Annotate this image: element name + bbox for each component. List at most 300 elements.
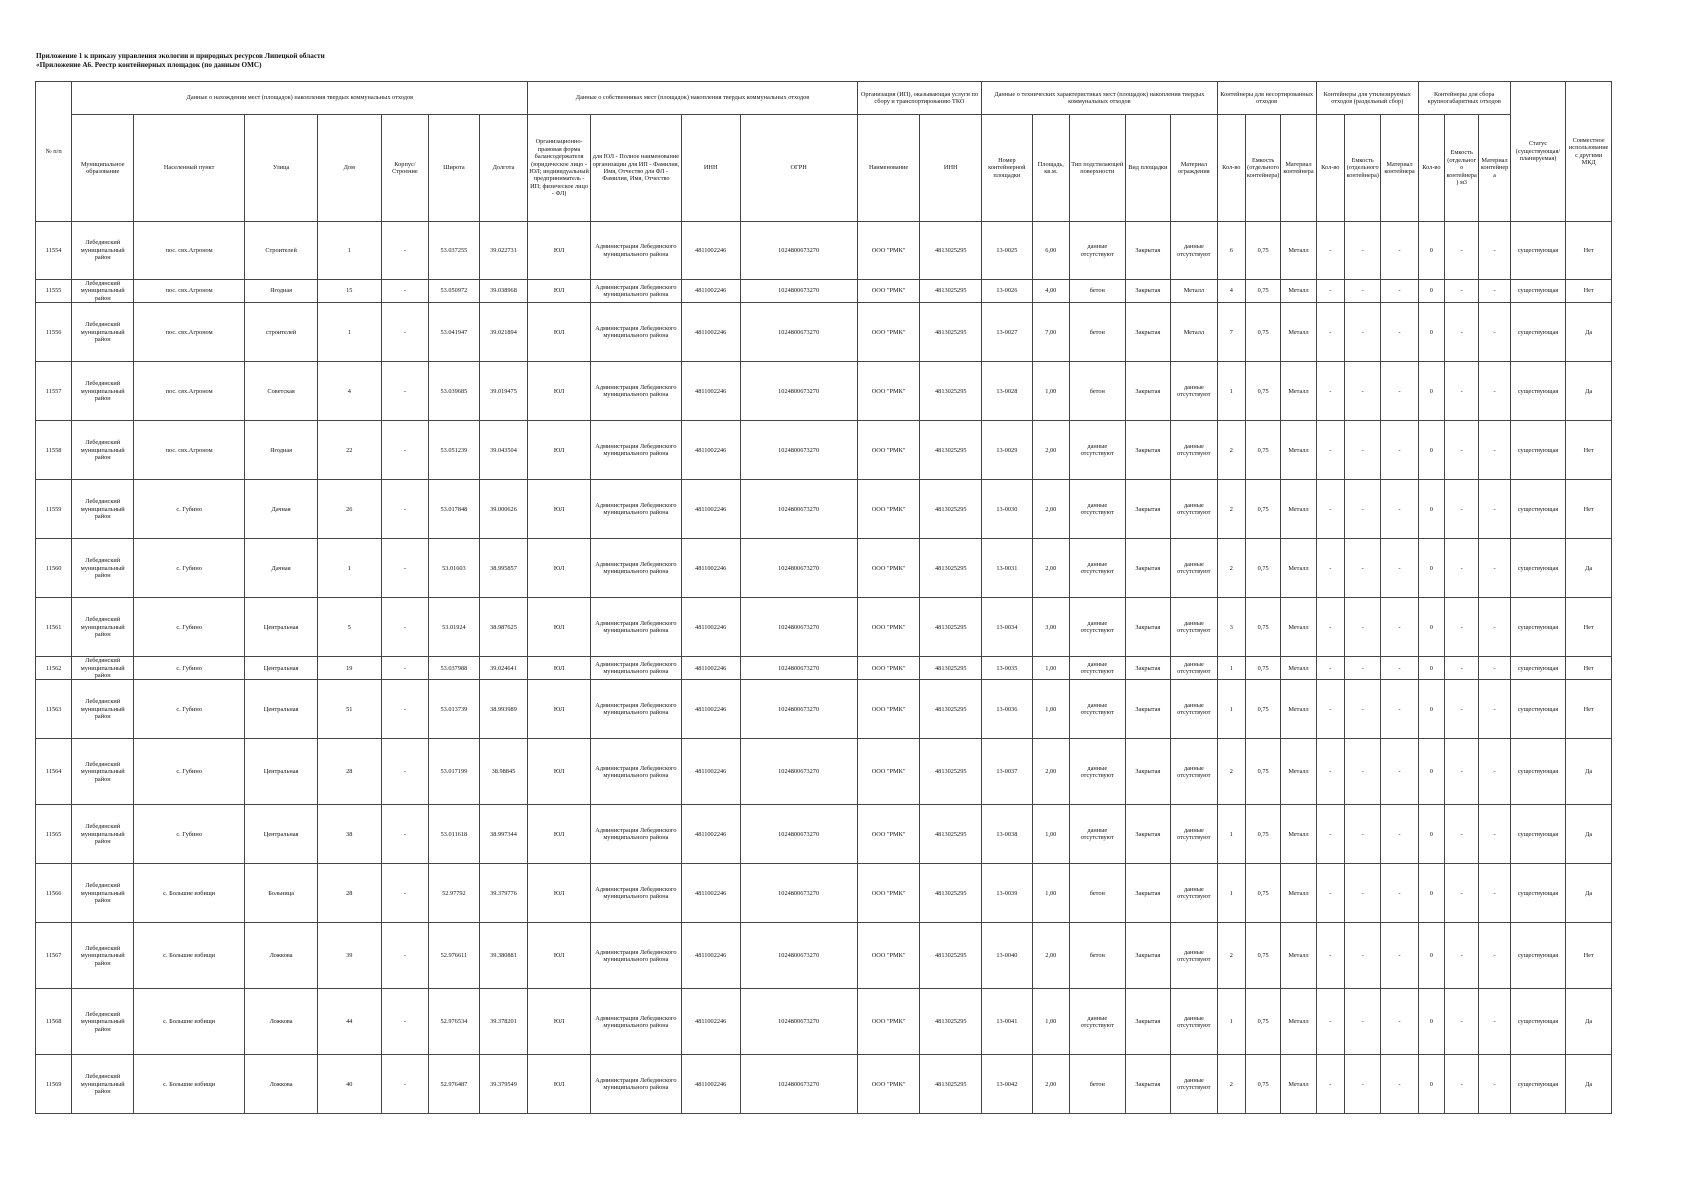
cell-sm: -	[1381, 280, 1418, 303]
cell-bc: 0	[1418, 805, 1444, 864]
cell-bc: 0	[1418, 280, 1444, 303]
cell-area: 7,00	[1032, 303, 1069, 362]
cell-house: 39	[317, 923, 381, 989]
cell-house: 5	[317, 598, 381, 657]
cell-house: 26	[317, 480, 381, 539]
cell-house: 4	[317, 362, 381, 421]
cell-shared: Нет	[1566, 222, 1612, 280]
cell-lon: 39.380881	[479, 923, 528, 989]
cell-form: ЮЛ	[528, 480, 591, 539]
cell-status: существующая	[1510, 923, 1566, 989]
cell-shared: Нет	[1566, 657, 1612, 680]
cell-status: существующая	[1510, 480, 1566, 539]
cell-um: Металл	[1281, 864, 1316, 923]
cell-lat: 53.01924	[429, 598, 480, 657]
cell-uc: 2	[1217, 480, 1245, 539]
cell-n: 11569	[36, 1055, 72, 1114]
cell-type: Закрытая	[1125, 989, 1170, 1055]
cell-form: ЮЛ	[528, 805, 591, 864]
cell-ogrn: 1024800673270	[740, 303, 857, 362]
col-lat-header: Широта	[429, 115, 480, 222]
group-location-header: Данные о нахождении мест (площадок) накопления твердых коммунальных отходов	[72, 82, 528, 115]
cell-shared: Да	[1566, 303, 1612, 362]
cell-inn: 4811002246	[681, 421, 740, 480]
cell-bld: -	[381, 864, 429, 923]
cell-uv: 0,75	[1245, 280, 1280, 303]
cell-np: с. Губино	[134, 598, 245, 657]
cell-house: 22	[317, 421, 381, 480]
col-bulky-material-header: Материал контейнера	[1479, 115, 1510, 222]
cell-orginn: 4813025295	[920, 362, 982, 421]
table-row	[36, 680, 1612, 739]
cell-site: 13-0026	[982, 280, 1033, 303]
cell-bm: -	[1479, 739, 1510, 805]
cell-owner: Администрация Лебедянского муниципального района	[590, 657, 681, 680]
cell-bc: 0	[1418, 222, 1444, 280]
cell-sc: -	[1316, 1055, 1344, 1114]
cell-np: с. Губино	[134, 739, 245, 805]
cell-bv: -	[1445, 1055, 1479, 1114]
cell-mo: Лебедянский муниципальный район	[72, 280, 134, 303]
cell-shared: Нет	[1566, 480, 1612, 539]
cell-sc: -	[1316, 303, 1344, 362]
cell-form: ЮЛ	[528, 923, 591, 989]
cell-lat: 52.976534	[429, 989, 480, 1055]
col-ogrn-header: ОГРН	[740, 115, 857, 222]
cell-sv: -	[1344, 657, 1380, 680]
cell-orginn: 4813025295	[920, 303, 982, 362]
cell-house: 1	[317, 222, 381, 280]
cell-n: 11561	[36, 598, 72, 657]
cell-mo: Лебедянский муниципальный район	[72, 222, 134, 280]
cell-bc: 0	[1418, 362, 1444, 421]
cell-site: 13-0025	[982, 222, 1033, 280]
cell-orginn: 4813025295	[920, 539, 982, 598]
cell-lon: 38.997344	[479, 805, 528, 864]
cell-inn: 4811002246	[681, 805, 740, 864]
cell-ogrn: 1024800673270	[740, 280, 857, 303]
cell-street: Дачная	[245, 480, 318, 539]
cell-sc: -	[1316, 362, 1344, 421]
cell-fence: данные отсутствуют	[1171, 539, 1218, 598]
cell-surf: данные отсутствуют	[1070, 989, 1126, 1055]
cell-bld: -	[381, 280, 429, 303]
cell-sm: -	[1381, 222, 1418, 280]
cell-lat: 52.97792	[429, 864, 480, 923]
cell-n: 11568	[36, 989, 72, 1055]
cell-lat: 53.01603	[429, 539, 480, 598]
cell-sv: -	[1344, 739, 1380, 805]
cell-shared: Да	[1566, 362, 1612, 421]
cell-bv: -	[1445, 280, 1479, 303]
cell-org: ООО "РМК"	[857, 1055, 920, 1114]
cell-fence: данные отсутствуют	[1171, 739, 1218, 805]
table-row	[36, 539, 1612, 598]
cell-org: ООО "РМК"	[857, 598, 920, 657]
col-status-header: Статус (существующая/ планируемая)	[1510, 82, 1566, 222]
cell-bld: -	[381, 680, 429, 739]
cell-bv: -	[1445, 598, 1479, 657]
cell-bld: -	[381, 989, 429, 1055]
col-lon-header: Долгота	[479, 115, 528, 222]
cell-org: ООО "РМК"	[857, 864, 920, 923]
cell-sc: -	[1316, 421, 1344, 480]
cell-sv: -	[1344, 480, 1380, 539]
cell-area: 1,00	[1032, 680, 1069, 739]
cell-area: 2,00	[1032, 539, 1069, 598]
cell-inn: 4811002246	[681, 680, 740, 739]
cell-sm: -	[1381, 923, 1418, 989]
cell-np: пос. свх.Агроном	[134, 362, 245, 421]
cell-sv: -	[1344, 222, 1380, 280]
cell-bv: -	[1445, 539, 1479, 598]
cell-lat: 53.037255	[429, 222, 480, 280]
cell-np: с. Губино	[134, 680, 245, 739]
cell-n: 11562	[36, 657, 72, 680]
cell-orginn: 4813025295	[920, 739, 982, 805]
cell-uc: 1	[1217, 362, 1245, 421]
cell-house: 15	[317, 280, 381, 303]
cell-lat: 53.037988	[429, 657, 480, 680]
cell-bc: 0	[1418, 303, 1444, 362]
table-row	[36, 362, 1612, 421]
cell-shared: Нет	[1566, 680, 1612, 739]
cell-status: существующая	[1510, 805, 1566, 864]
table-row	[36, 657, 1612, 680]
cell-um: Металл	[1281, 657, 1316, 680]
cell-bm: -	[1479, 362, 1510, 421]
cell-ogrn: 1024800673270	[740, 1055, 857, 1114]
cell-shared: Нет	[1566, 598, 1612, 657]
cell-street: Ягодная	[245, 280, 318, 303]
cell-inn: 4811002246	[681, 362, 740, 421]
cell-uc: 7	[1217, 303, 1245, 362]
cell-lat: 53.039685	[429, 362, 480, 421]
cell-owner: Администрация Лебедянского муниципального района	[590, 222, 681, 280]
cell-bc: 0	[1418, 421, 1444, 480]
cell-fence: данные отсутствуют	[1171, 864, 1218, 923]
table-row	[36, 598, 1612, 657]
cell-lon: 38.993989	[479, 680, 528, 739]
cell-bm: -	[1479, 598, 1510, 657]
cell-org: ООО "РМК"	[857, 657, 920, 680]
cell-uv: 0,75	[1245, 989, 1280, 1055]
cell-ogrn: 1024800673270	[740, 598, 857, 657]
col-org-inn-header: ИНН	[920, 115, 982, 222]
cell-sm: -	[1381, 805, 1418, 864]
cell-uv: 0,75	[1245, 657, 1280, 680]
cell-lon: 39.043504	[479, 421, 528, 480]
cell-uv: 0,75	[1245, 739, 1280, 805]
cell-np: пос. свх.Агроном	[134, 421, 245, 480]
cell-um: Металл	[1281, 280, 1316, 303]
cell-fence: Металл	[1171, 303, 1218, 362]
cell-form: ЮЛ	[528, 222, 591, 280]
cell-lon: 39.022731	[479, 222, 528, 280]
cell-mo: Лебедянский муниципальный район	[72, 805, 134, 864]
cell-inn: 4811002246	[681, 598, 740, 657]
cell-sm: -	[1381, 680, 1418, 739]
cell-lon: 39.379776	[479, 864, 528, 923]
table-row	[36, 1055, 1612, 1114]
cell-org: ООО "РМК"	[857, 989, 920, 1055]
cell-site: 13-0038	[982, 805, 1033, 864]
cell-um: Металл	[1281, 362, 1316, 421]
cell-np: с. Губино	[134, 805, 245, 864]
cell-bv: -	[1445, 739, 1479, 805]
cell-um: Металл	[1281, 1055, 1316, 1114]
cell-mo: Лебедянский муниципальный район	[72, 1055, 134, 1114]
cell-uv: 0,75	[1245, 362, 1280, 421]
cell-bc: 0	[1418, 739, 1444, 805]
cell-owner: Администрация Лебедянского муниципального района	[590, 362, 681, 421]
cell-status: существующая	[1510, 1055, 1566, 1114]
cell-bld: -	[381, 303, 429, 362]
cell-type: Закрытая	[1125, 680, 1170, 739]
cell-fence: данные отсутствуют	[1171, 480, 1218, 539]
cell-n: 11559	[36, 480, 72, 539]
cell-sc: -	[1316, 480, 1344, 539]
cell-status: существующая	[1510, 421, 1566, 480]
cell-site: 13-0039	[982, 864, 1033, 923]
cell-site: 13-0028	[982, 362, 1033, 421]
cell-uv: 0,75	[1245, 539, 1280, 598]
cell-shared: Да	[1566, 1055, 1612, 1114]
col-municipality-header: Муниципальное образование	[72, 115, 134, 222]
cell-house: 28	[317, 739, 381, 805]
cell-surf: бетон	[1070, 362, 1126, 421]
cell-lat: 53.051239	[429, 421, 480, 480]
col-street-header: Улица	[245, 115, 318, 222]
cell-owner: Администрация Лебедянского муниципального района	[590, 989, 681, 1055]
cell-sm: -	[1381, 657, 1418, 680]
cell-street: Центральная	[245, 598, 318, 657]
cell-ogrn: 1024800673270	[740, 989, 857, 1055]
group-organization-header: Организация (ИП), оказывающая услуги по сбору и транспортированию ТКО	[857, 82, 981, 115]
cell-street: Центральная	[245, 739, 318, 805]
cell-sc: -	[1316, 657, 1344, 680]
cell-status: существующая	[1510, 864, 1566, 923]
table-row	[36, 280, 1612, 303]
document-heading	[36, 52, 325, 70]
cell-lon: 39.000626	[479, 480, 528, 539]
cell-fence: данные отсутствуют	[1171, 362, 1218, 421]
cell-street: Ягодная	[245, 421, 318, 480]
cell-bc: 0	[1418, 989, 1444, 1055]
cell-inn: 4811002246	[681, 989, 740, 1055]
table-row	[36, 480, 1612, 539]
cell-orginn: 4813025295	[920, 805, 982, 864]
cell-np: пос. свх.Агроном	[134, 280, 245, 303]
cell-fence: данные отсутствуют	[1171, 222, 1218, 280]
cell-org: ООО "РМК"	[857, 480, 920, 539]
cell-owner: Администрация Лебедянского муниципального района	[590, 1055, 681, 1114]
cell-surf: данные отсутствуют	[1070, 421, 1126, 480]
cell-sm: -	[1381, 303, 1418, 362]
cell-owner: Администрация Лебедянского муниципального района	[590, 598, 681, 657]
cell-ogrn: 1024800673270	[740, 657, 857, 680]
cell-mo: Лебедянский муниципальный район	[72, 989, 134, 1055]
cell-sc: -	[1316, 864, 1344, 923]
cell-um: Металл	[1281, 421, 1316, 480]
col-shared-header: Совместное использование с другими МКД	[1566, 82, 1612, 222]
cell-owner: Администрация Лебедянского муниципального района	[590, 539, 681, 598]
cell-status: существующая	[1510, 222, 1566, 280]
cell-lat: 53.050972	[429, 280, 480, 303]
cell-bm: -	[1479, 657, 1510, 680]
col-surface-header: Тип подстилающей поверхности	[1070, 115, 1126, 222]
cell-org: ООО "РМК"	[857, 539, 920, 598]
cell-bv: -	[1445, 680, 1479, 739]
col-bulky-volume-header: Емкость (отдельного контейнера) м3	[1445, 115, 1479, 222]
cell-street: строителей	[245, 303, 318, 362]
cell-orginn: 4813025295	[920, 280, 982, 303]
cell-bm: -	[1479, 864, 1510, 923]
cell-uv: 0,75	[1245, 680, 1280, 739]
cell-bm: -	[1479, 303, 1510, 362]
col-site-num-header: Номер контейнерной площадки	[982, 115, 1033, 222]
cell-bc: 0	[1418, 680, 1444, 739]
cell-mo: Лебедянский муниципальный район	[72, 739, 134, 805]
cell-bm: -	[1479, 421, 1510, 480]
cell-sv: -	[1344, 598, 1380, 657]
cell-org: ООО "РМК"	[857, 805, 920, 864]
cell-type: Закрытая	[1125, 222, 1170, 280]
cell-status: существующая	[1510, 989, 1566, 1055]
cell-uv: 0,75	[1245, 222, 1280, 280]
cell-lat: 53.017848	[429, 480, 480, 539]
cell-form: ЮЛ	[528, 598, 591, 657]
cell-inn: 4811002246	[681, 657, 740, 680]
cell-fence: данные отсутствуют	[1171, 923, 1218, 989]
cell-area: 2,00	[1032, 1055, 1069, 1114]
cell-type: Закрытая	[1125, 280, 1170, 303]
cell-fence: данные отсутствуют	[1171, 805, 1218, 864]
col-inn-header: ИНН	[681, 115, 740, 222]
cell-bv: -	[1445, 864, 1479, 923]
cell-sc: -	[1316, 222, 1344, 280]
cell-type: Закрытая	[1125, 805, 1170, 864]
col-utilized-volume-header: Емкость (отдельного контейнера)	[1344, 115, 1380, 222]
cell-org: ООО "РМК"	[857, 421, 920, 480]
cell-ogrn: 1024800673270	[740, 222, 857, 280]
cell-sv: -	[1344, 680, 1380, 739]
cell-bv: -	[1445, 805, 1479, 864]
col-settlement-header: Населенный пункт	[134, 115, 245, 222]
cell-owner: Администрация Лебедянского муниципального района	[590, 739, 681, 805]
cell-surf: данные отсутствуют	[1070, 480, 1126, 539]
cell-n: 11560	[36, 539, 72, 598]
cell-orginn: 4813025295	[920, 1055, 982, 1114]
cell-type: Закрытая	[1125, 303, 1170, 362]
col-owner-name-header: для ЮЛ - Полное наименование организации для ИП - Фамилия, Имя, Отчество для ФЛ - Фамилия, Имя, Отчество	[590, 115, 681, 222]
cell-mo: Лебедянский муниципальный район	[72, 657, 134, 680]
cell-uc: 2	[1217, 739, 1245, 805]
cell-uc: 3	[1217, 598, 1245, 657]
cell-lat: 52.976487	[429, 1055, 480, 1114]
cell-sm: -	[1381, 989, 1418, 1055]
cell-sc: -	[1316, 680, 1344, 739]
cell-lon: 38.995857	[479, 539, 528, 598]
cell-bld: -	[381, 222, 429, 280]
cell-inn: 4811002246	[681, 280, 740, 303]
cell-um: Металл	[1281, 303, 1316, 362]
cell-uc: 1	[1217, 657, 1245, 680]
cell-um: Металл	[1281, 539, 1316, 598]
cell-site: 13-0027	[982, 303, 1033, 362]
cell-fence: данные отсутствуют	[1171, 598, 1218, 657]
cell-bld: -	[381, 598, 429, 657]
cell-mo: Лебедянский муниципальный район	[72, 864, 134, 923]
cell-surf: бетон	[1070, 864, 1126, 923]
cell-sv: -	[1344, 989, 1380, 1055]
group-technical-header: Данные о технических характеристиках мест (площадок) накопления твердых коммунальных отходов	[982, 82, 1218, 115]
cell-mo: Лебедянский муниципальный район	[72, 923, 134, 989]
col-building-header: Корпус/Строение	[381, 115, 429, 222]
cell-orginn: 4813025295	[920, 222, 982, 280]
cell-sv: -	[1344, 1055, 1380, 1114]
cell-bc: 0	[1418, 657, 1444, 680]
cell-bm: -	[1479, 805, 1510, 864]
cell-um: Металл	[1281, 805, 1316, 864]
cell-shared: Да	[1566, 864, 1612, 923]
cell-bld: -	[381, 923, 429, 989]
cell-uv: 0,75	[1245, 421, 1280, 480]
cell-site: 13-0041	[982, 989, 1033, 1055]
cell-area: 1,00	[1032, 657, 1069, 680]
cell-type: Закрытая	[1125, 657, 1170, 680]
cell-shared: Да	[1566, 989, 1612, 1055]
cell-uv: 0,75	[1245, 805, 1280, 864]
cell-status: существующая	[1510, 362, 1566, 421]
cell-bm: -	[1479, 1055, 1510, 1114]
cell-uc: 4	[1217, 280, 1245, 303]
table-row	[36, 989, 1612, 1055]
table-row	[36, 805, 1612, 864]
cell-ogrn: 1024800673270	[740, 539, 857, 598]
cell-uc: 1	[1217, 989, 1245, 1055]
cell-status: существующая	[1510, 598, 1566, 657]
cell-ogrn: 1024800673270	[740, 864, 857, 923]
cell-area: 1,00	[1032, 362, 1069, 421]
cell-lat: 52.976611	[429, 923, 480, 989]
cell-orginn: 4813025295	[920, 989, 982, 1055]
cell-lon: 39.024641	[479, 657, 528, 680]
cell-mo: Лебедянский муниципальный район	[72, 480, 134, 539]
cell-lon: 39.378201	[479, 989, 528, 1055]
cell-n: 11556	[36, 303, 72, 362]
cell-form: ЮЛ	[528, 864, 591, 923]
cell-bm: -	[1479, 989, 1510, 1055]
cell-ogrn: 1024800673270	[740, 680, 857, 739]
cell-owner: Администрация Лебедянского муниципального района	[590, 805, 681, 864]
cell-area: 2,00	[1032, 739, 1069, 805]
cell-n: 11557	[36, 362, 72, 421]
cell-um: Металл	[1281, 480, 1316, 539]
cell-bld: -	[381, 539, 429, 598]
cell-house: 19	[317, 657, 381, 680]
cell-street: Дачная	[245, 539, 318, 598]
cell-house: 28	[317, 864, 381, 923]
heading-line-2: «Приложение А6. Реестр контейнерных площадок (по данным ОМС)	[36, 61, 262, 69]
cell-bld: -	[381, 480, 429, 539]
col-unsorted-material-header: Материал контейнера	[1281, 115, 1316, 222]
cell-um: Металл	[1281, 598, 1316, 657]
cell-shared: Нет	[1566, 421, 1612, 480]
cell-mo: Лебедянский муниципальный район	[72, 539, 134, 598]
cell-sv: -	[1344, 280, 1380, 303]
group-bulky-header: Контейнеры для сбора крупногабаритных отходов	[1418, 82, 1510, 115]
